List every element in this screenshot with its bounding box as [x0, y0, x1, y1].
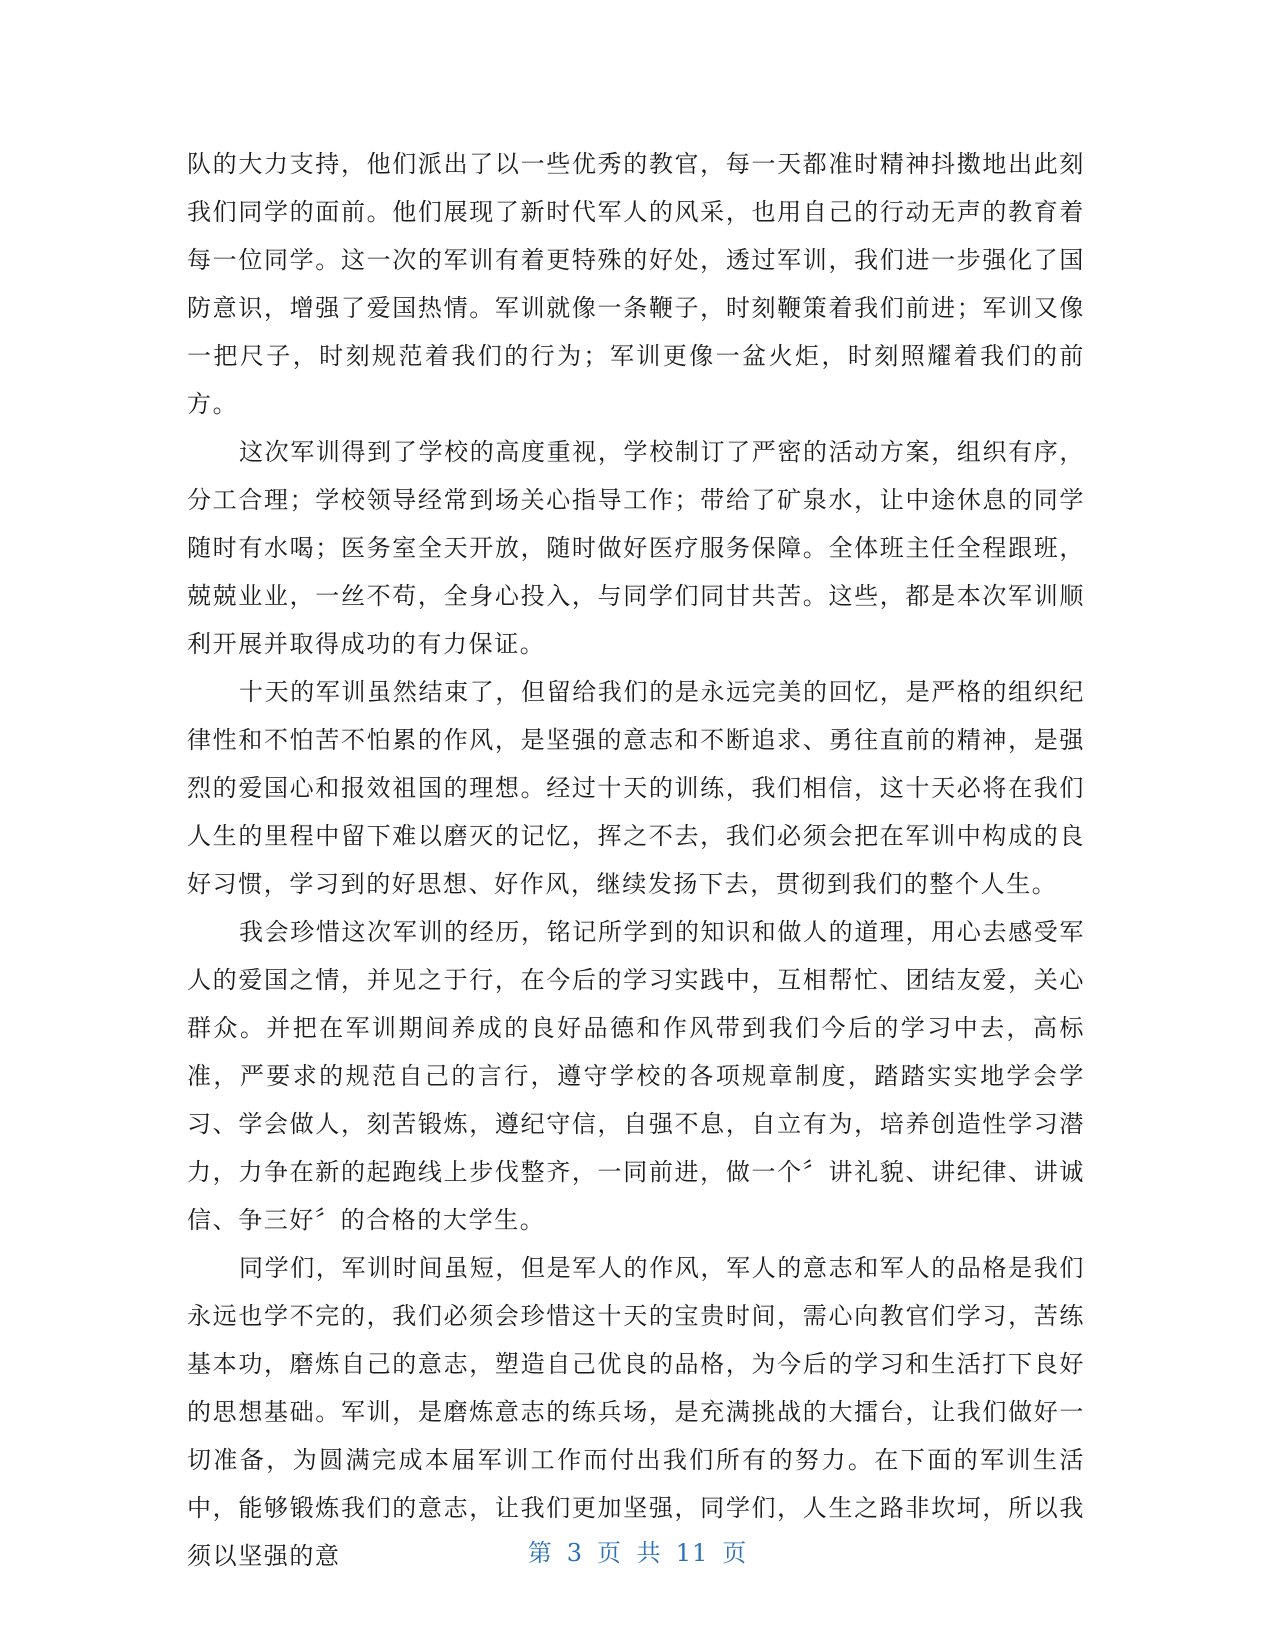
paragraph-1: 队的大力支持，他们派出了以一些优秀的教官，每一天都准时精神抖擞地出此刻我们同学的面前。他们展现了新时代军人的风采，也用自己的行动无声的教育着每一位同学。这一次的军训有着更特殊的好处，透过军训，我们进一步强化了国防意识，增强了爱国热情。军训就像一条鞭子，时刻鞭策着我们前进；军训又像一把尺子，时刻规范着我们的行为；军训更像一盆火炬，时刻照耀着我们的前方。	[187, 150, 1085, 418]
footer-middle: 页 共	[597, 1539, 662, 1567]
paragraph-2: 这次军训得到了学校的高度重视，学校制订了严密的活动方案，组织有序，分工合理；学校领导经常到场关心指导工作；带给了矿泉水，让中途休息的同学随时有水喝；医务室全天开放，随时做好医疗服务保障。全体班主任全程跟班，兢兢业业，一丝不苟，全身心投入，与同学们同甘共苦。这些，都是本次军训顺利开展并取得成功的有力保证。	[187, 438, 1085, 658]
paragraph-3: 十天的军训虽然结束了，但留给我们的是永远完美的回忆，是严格的组织纪律性和不怕苦不怕累的作风，是坚强的意志和不断追求、勇往直前的精神，是强烈的爱国心和报效祖国的理想。经过十天的训练，我们相信，这十天必将在我们人生的里程中留下难以磨灭的记忆，挥之不去，我们必须会把在军训中构成的良好习惯，学习到的好思想、好作风，继续发扬下去，贯彻到我们的整个人生。	[187, 678, 1085, 898]
footer-current-page: 3	[566, 1539, 584, 1567]
paragraph-5: 同学们，军训时间虽短，但是军人的作风，军人的意志和军人的品格是我们永远也学不完的，我们必须会珍惜这十天的宝贵时间，需心向教官们学习，苦练基本功，磨炼自己的意志，塑造自己优良的品格，为今后的学习和生活打下良好的思想基础。军训，是磨炼意志的练兵场，是充满挑战的大擂台，让我们做好一切准备，为圆满完成本届军训工作而付出我们所有的努力。在下面的军训生活中，能够锻炼我们的意志，让我们更加坚强，同学们，人生之路非坎坷，所以我须以坚强的意	[187, 1254, 1085, 1570]
footer-prefix: 第	[527, 1539, 553, 1567]
footer-total-pages: 11	[675, 1539, 709, 1567]
footer-suffix: 页	[722, 1539, 748, 1567]
document-body	[187, 140, 1085, 1580]
page-number-footer	[0, 1533, 1275, 1568]
paragraph-4: 我会珍惜这次军训的经历，铭记所学到的知识和做人的道理，用心去感受军人的爱国之情，并见之于行，在今后的学习实践中，互相帮忙、团结友爱，关心群众。并把在军训期间养成的良好品德和作风带到我们今后的学习中去，高标准，严要求的规范自己的言行，遵守学校的各项规章制度，踏踏实实地学会学习、学会做人，刻苦锻炼，遵纪守信，自强不息，自立有为，培养创造性学习潜力，力争在新的起跑线上步伐整齐，一同前进，做一个〞讲礼貌、讲纪律、讲诚信、争三好〞的合格的大学生。	[187, 918, 1085, 1234]
